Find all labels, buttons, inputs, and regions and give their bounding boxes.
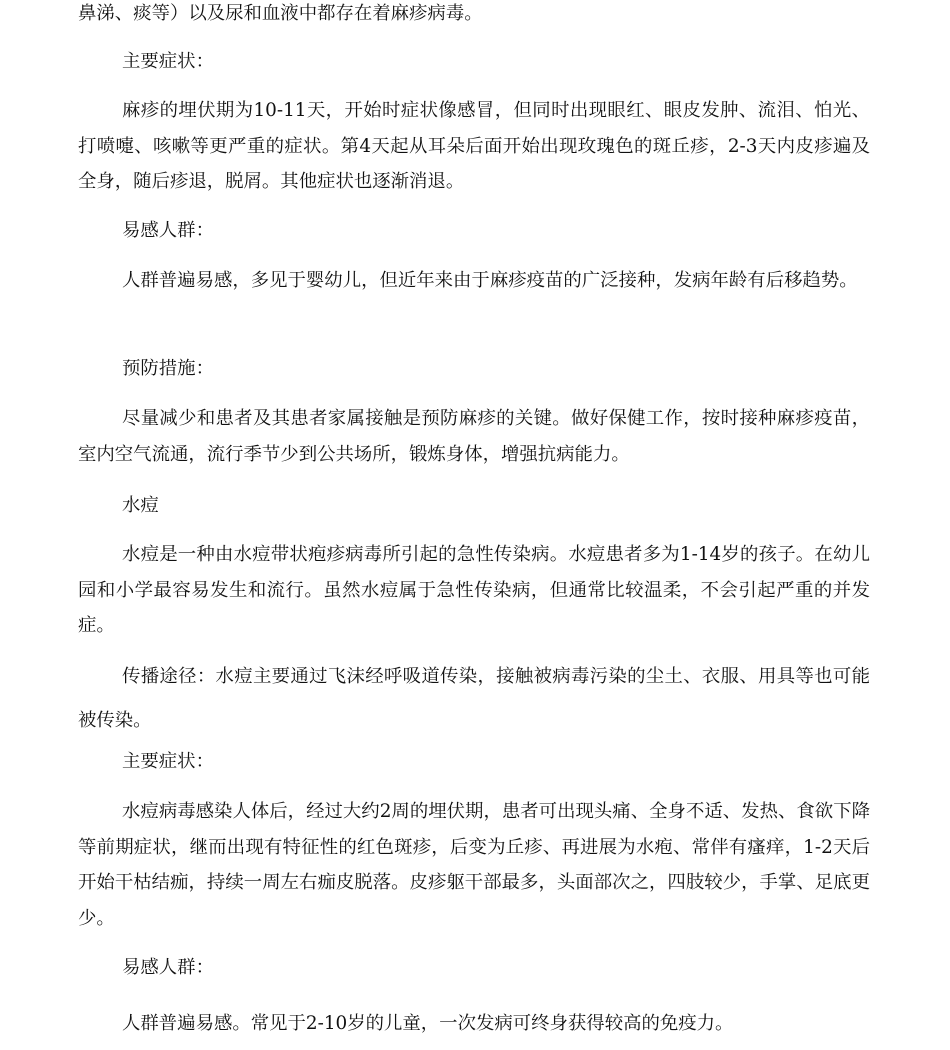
heading-prevention: 预防措施： [122, 358, 214, 379]
paragraph-measles-transmission-end: 鼻涕、痰等）以及尿和血液中都存在着麻疹病毒。 [78, 3, 483, 24]
paragraph-measles-prevention: 尽量减少和患者及其患者家属接触是预防麻疹的关键。做好保健工作，按时接种麻疹疫苗，室内空气流通，流行季节少到公共场所，锻炼身体，增强抗病能力。 [78, 408, 870, 465]
paragraph-measles-symptoms: 麻疹的埋伏期为10-11天，开始时症状像感冒，但同时出现眼红、眼皮发肿、流泪、怕光、打喷嚏、咳嗽等更严重的症状。第4天起从耳朵后面开始出现玫瑰色的斑丘疹，2-3天内皮疹遍及全身，随后疹退，脱屑。其他症状也逐渐消退。 [78, 100, 870, 192]
paragraph-chickenpox-intro: 水痘是一种由水痘带状疱疹病毒所引起的急性传染病。水痘患者多为1-14岁的孩子。在幼儿园和小学最容易发生和流行。虽然水痘属于急性传染病，但通常比较温柔，不会引起严重的并发症。 [78, 544, 870, 636]
paragraph-chickenpox-symptoms: 水痘病毒感染人体后，经过大约2周的埋伏期，患者可出现头痛、全身不适、发热、食欲下降等前期症状，继而出现有特征性的红色斑疹，后变为丘疹、再进展为水疱、常伴有瘙痒，1-2天后开始干枯结痂，持续一周左右痂皮脱落。皮疹躯干部最多，头面部次之，四肢较少，手掌、足底更少。 [78, 801, 870, 929]
paragraph-chickenpox-susceptible: 人群普遍易感。常见于2-10岁的儿童，一次发病可终身获得较高的免疫力。 [122, 1013, 734, 1034]
heading-chickenpox-symptoms: 主要症状： [122, 751, 214, 772]
heading-chickenpox: 水痘 [122, 495, 159, 516]
heading-chickenpox-susceptible: 易感人群： [122, 957, 214, 978]
paragraph-chickenpox-transmission: 传播途径：水痘主要通过飞沫经呼吸道传染，接触被病毒污染的尘土、衣服、用具等也可能被传染。 [78, 666, 870, 731]
heading-main-symptoms: 主要症状： [122, 51, 214, 72]
heading-susceptible-population: 易感人群： [122, 220, 214, 241]
paragraph-measles-susceptible: 人群普遍易感，多见于婴幼儿，但近年来由于麻疹疫苗的广泛接种，发病年龄有后移趋势。 [122, 270, 858, 291]
